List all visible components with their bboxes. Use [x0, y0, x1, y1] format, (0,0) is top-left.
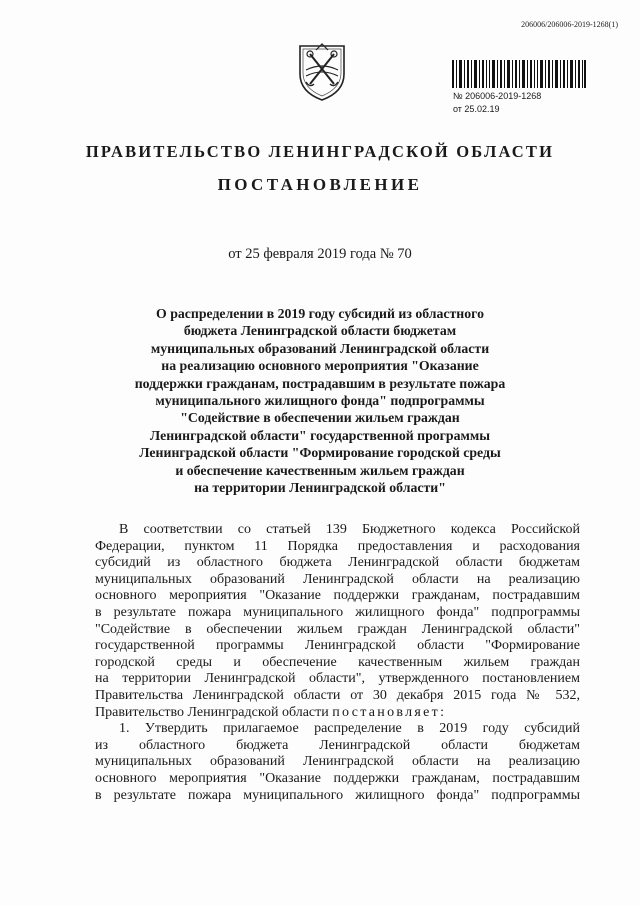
body-line: муниципальных образований Ленинградской области на реализацию	[95, 571, 580, 587]
paragraph-item-1	[95, 721, 580, 804]
document-body	[95, 522, 580, 804]
body-line: Федерации, пунктом 11 Порядка предоставления и расходования	[95, 538, 580, 554]
body-line: муниципальных образований Ленинградской области на реализацию	[95, 754, 580, 770]
coat-of-arms-icon	[296, 40, 348, 102]
heading-line: поддержки гражданам, пострадавшим в результате пожара	[134, 375, 506, 391]
body-line-resolves	[95, 705, 580, 722]
body-line: основного мероприятия "Оказание поддержки гражданам, пострадавшим	[95, 588, 580, 604]
body-line: "Содействие в обеспечении жильем граждан Ленинградской области"	[95, 621, 580, 637]
body-line: основного мероприятия "Оказание поддержки гражданам, пострадавшим	[95, 770, 580, 786]
heading-line: и обеспечение качественным жильем граждан	[175, 462, 465, 478]
body-line: субсидий из областного бюджета Ленинградской области бюджетам	[95, 555, 580, 571]
heading-line: на территории Ленинградской области"	[194, 480, 446, 496]
heading-line: на реализацию основного мероприятия "Оказание	[161, 358, 479, 374]
heading-line: Ленинградской области" государственной программы	[149, 427, 491, 443]
body-line: государственной программы Ленинградской области "Формирование	[95, 638, 580, 654]
heading-line: муниципального жилищного фонда" подпрограммы	[155, 393, 485, 409]
body-line: Правительства Ленинградской области от 30 декабря 2015 года № 532,	[95, 687, 580, 703]
resolves-prefix: Правительство Ленинградской области	[95, 704, 329, 720]
heading-line: Ленинградской области "Формирование городской среды	[139, 445, 501, 461]
registration-number-top: 206006/206006-2019-1268(1)	[521, 20, 618, 29]
heading-line: О распределении в 2019 году субсидий из областного	[156, 306, 484, 321]
heading-line: бюджета Ленинградской области бюджетам	[183, 323, 457, 339]
government-name: ПРАВИТЕЛЬСТВО ЛЕНИНГРАДСКОЙ ОБЛАСТИ	[85, 142, 555, 161]
heading-line: муниципальных образований Ленинградской области	[150, 340, 490, 356]
resolves-keyword: постановляет:	[332, 704, 447, 720]
body-line: на территории Ленинградской области", утвержденного постановлением	[95, 671, 580, 687]
body-line: в результате пожара муниципального жилищного фонда" подпрограммы	[95, 787, 580, 803]
barcode-icon	[452, 60, 586, 88]
document-type: ПОСТАНОВЛЕНИЕ	[217, 175, 423, 194]
document-date-number: от 25 февраля 2019 года № 70	[228, 246, 412, 262]
heading-line: "Содействие в обеспечении жильем граждан	[180, 410, 460, 426]
barcode-number: № 206006-2019-1268	[453, 91, 542, 101]
body-line: 1. Утвердить прилагаемое распределение в 2019 году субсидий	[119, 721, 580, 737]
body-line: из областного бюджета Ленинградской области бюджетам	[95, 737, 580, 753]
body-line: В соответствии со статьей 139 Бюджетного кодекса Российской	[119, 522, 580, 537]
paragraph-preamble	[95, 522, 580, 721]
body-line: в результате пожара муниципального жилищного фонда" подпрограммы	[95, 604, 580, 620]
document-heading	[110, 305, 530, 496]
body-line: городской среды и обеспечение качественным жильем граждан	[95, 654, 580, 670]
barcode-date: от 25.02.19	[453, 104, 500, 114]
